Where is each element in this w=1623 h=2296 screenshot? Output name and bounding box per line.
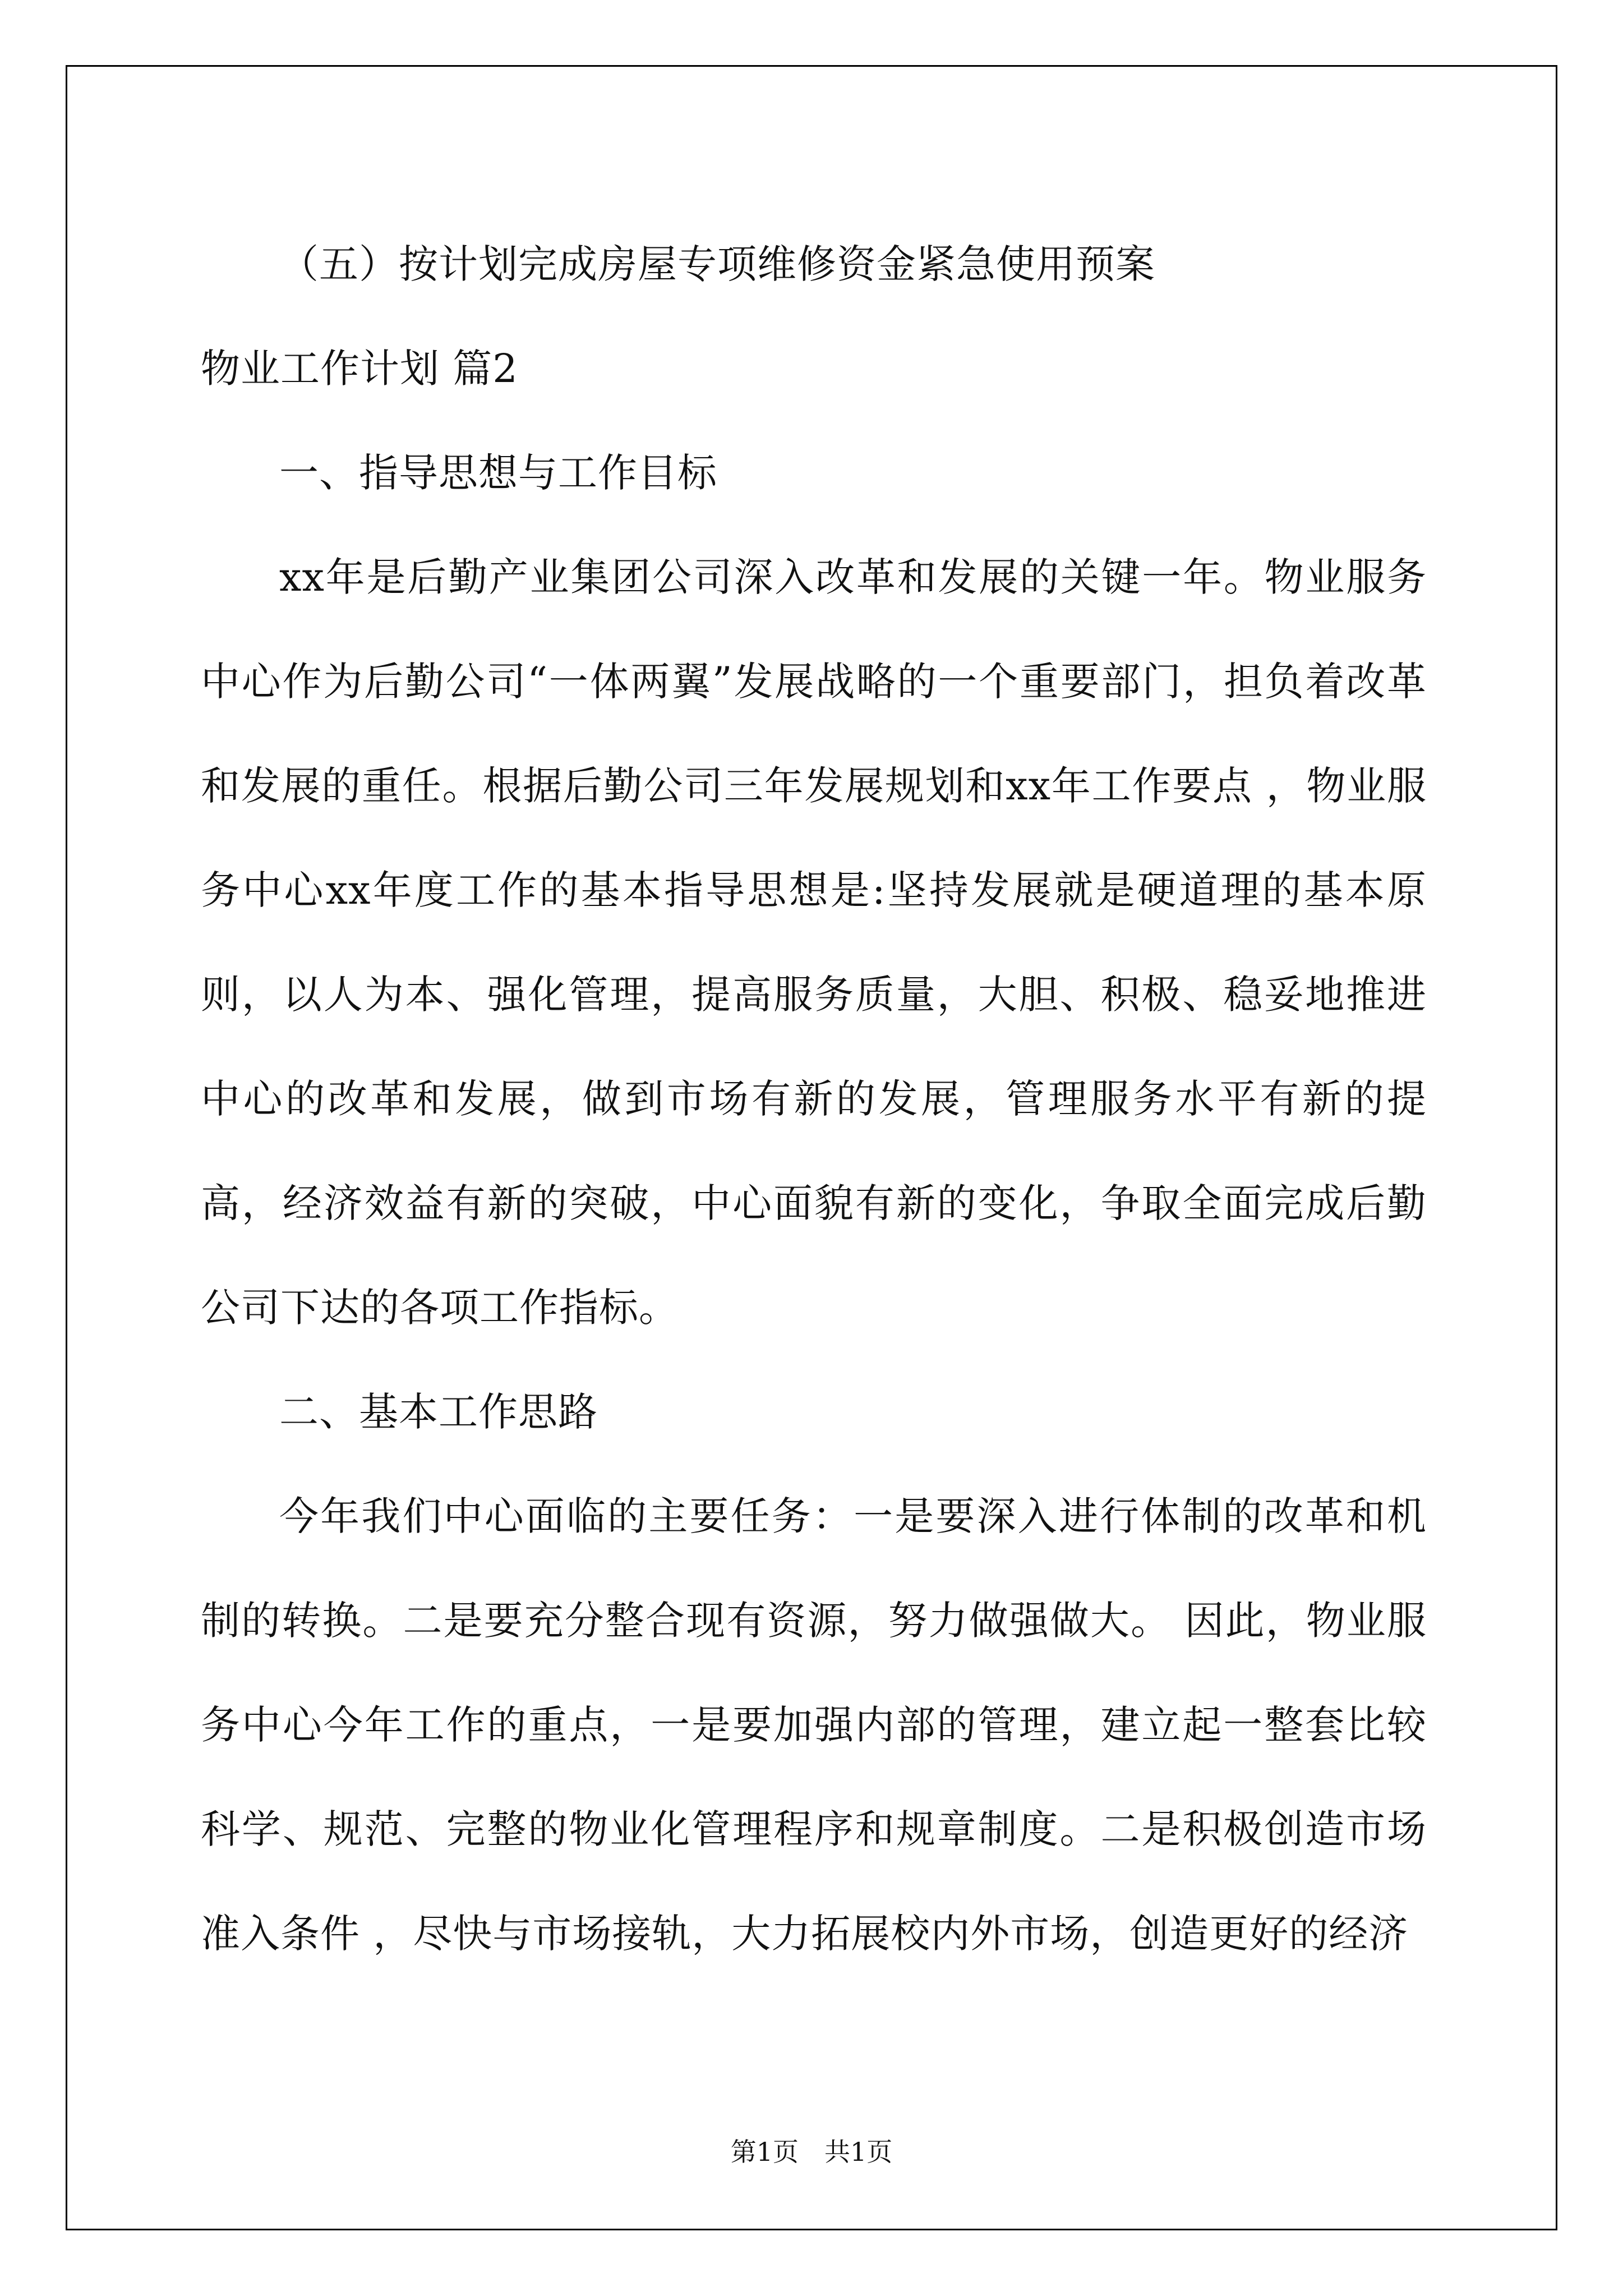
paragraph-item-5-heading: （五）按计划完成房屋专项维修资金紧急使用预案 bbox=[279, 241, 1155, 287]
paragraph-guiding-ideology: xx年是后勤产业集团公司深入改革和发展的关键一年。物业服务中心作为后勤公司“一体两翼”发展战略的一个重要部门，担负着改革和发展的重任。根据后勤公司三年发展规划和xx年工作要点 ，物业服务中心xx年度工作的基本指导思想是:坚持发展就是硬道理的基本原则，以人为本、强化管理，提高服务质量，大胆、积极、稳妥地推进中心的改革和发展，做到市场有新的发展，管理服务水平有新的提高，经济效益有新的突破，中心面貌有新的变化，争取全面完成后勤公司下达的各项工作指标。 bbox=[201, 554, 1427, 1331]
page-number-footer: 第1页 共1页 bbox=[730, 2137, 893, 2167]
heading-guiding-ideology: 一、指导思想与工作目标 bbox=[279, 450, 717, 496]
paragraph-work-approach: 今年我们中心面临的主要任务：一是要深入进行体制的改革和机制的转换。二是要充分整合现有资源，努力做强做大。 因此，物业服务中心今年工作的重点，一是要加强内部的管理，建立起一整套比较科学、规范、完整的物业化管理程序和规章制度。二是积极创造市场准入条件 ，尽快与市场接轨，大力拓展校内外市场，创造更好的经济 bbox=[201, 1493, 1427, 1957]
heading-work-approach: 二、基本工作思路 bbox=[279, 1389, 598, 1435]
document-body bbox=[201, 212, 1427, 1986]
section-title: 物业工作计划 篇2 bbox=[201, 346, 518, 392]
